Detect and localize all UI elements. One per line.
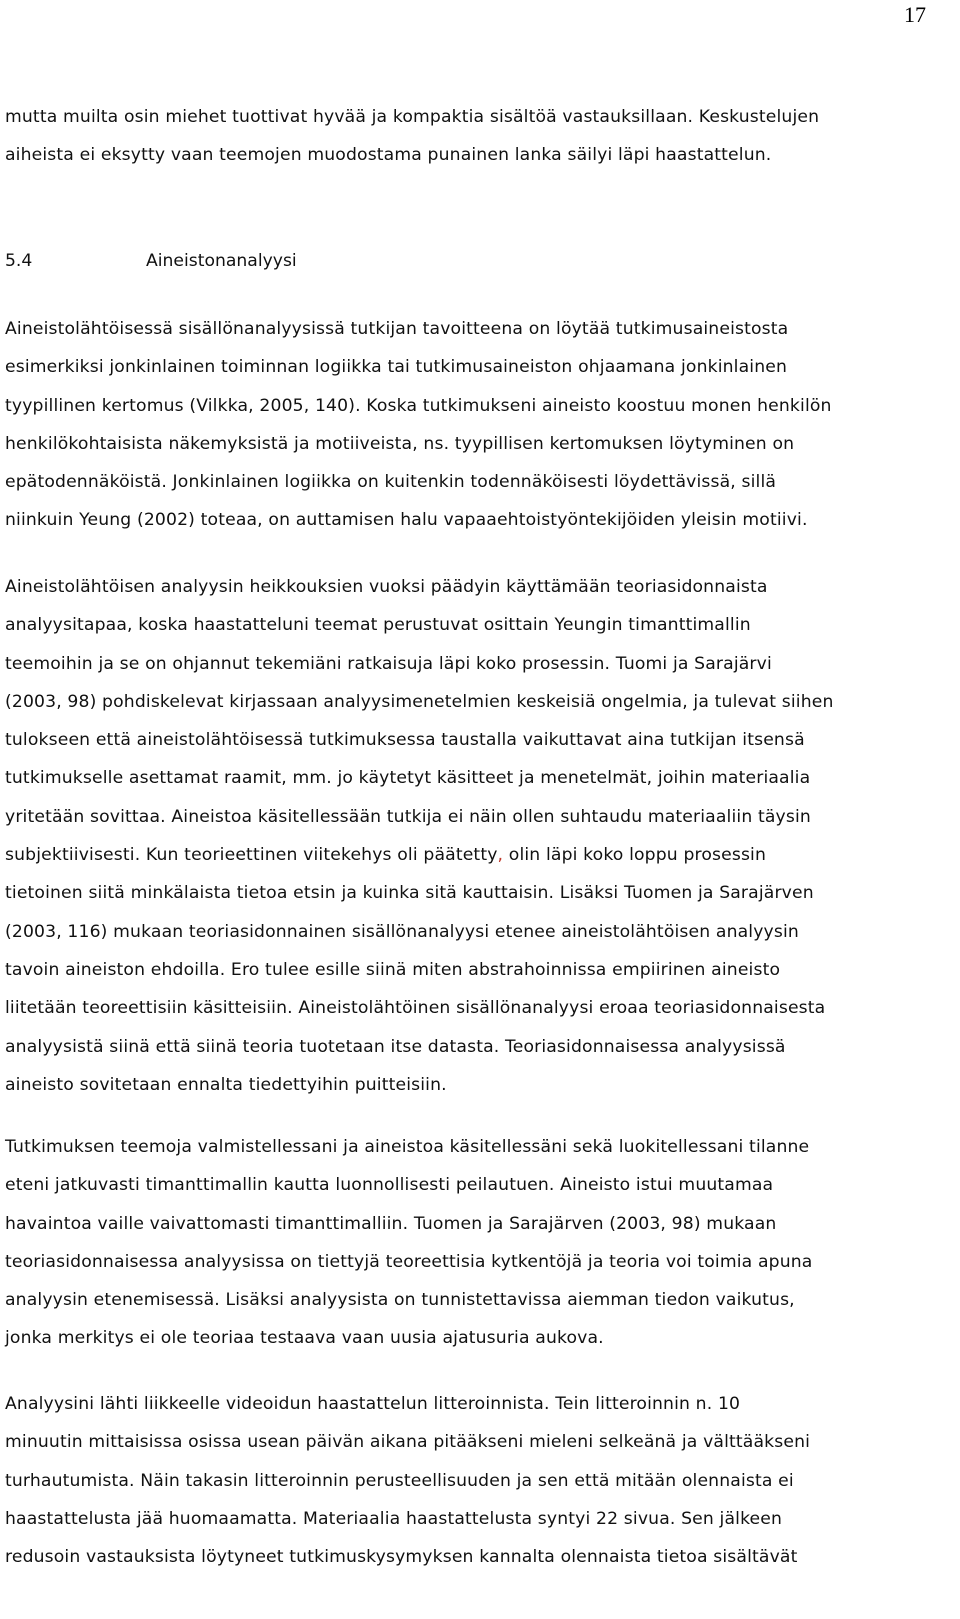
text-line: aineisto sovitetaan ennalta tiedettyihin puitteisiin. bbox=[5, 1074, 447, 1095]
text-line: Aineistolähtöisessä sisällönanalyysissä tutkijan tavoitteena on löytää tutkimusaineistosta bbox=[5, 319, 789, 339]
text-line: tietoinen siitä minkälaista tietoa etsin ja kuinka sitä kauttaisin. Lisäksi Tuomen ja Sarajärven bbox=[5, 883, 814, 904]
text-line: aiheista ei eksytty vaan teemojen muodostama punainen lanka säilyi läpi haastattelun. bbox=[5, 145, 772, 166]
text-line: esimerkiksi jonkinlainen toiminnan logiikka tai tutkimusaineiston ohjaamana jonkinlainen bbox=[5, 357, 788, 378]
text-line: (2003, 98) pohdiskelevat kirjassaan analyysimenetelmien keskeisiä ongelmia, ja tulevat siihen bbox=[5, 691, 834, 712]
text-segment: subjektiivisesti. Kun teorieettinen viitekehys oli päätetty bbox=[5, 845, 498, 866]
text-line: tutkimukselle asettamat raamit, mm. jo käytetyt käsitteet ja menetelmät, joihin materiaalia bbox=[5, 768, 811, 789]
text-line: tavoin aineiston ehdoilla. Ero tulee esille siinä miten abstrahoinnissa empiirinen aineisto bbox=[5, 959, 781, 980]
text-line: liitetään teoreettisiin käsitteisiin. Aineistolähtöinen sisällönanalyysi eroaa teoriasidonnaisesta bbox=[5, 998, 826, 1019]
intro-paragraph bbox=[5, 98, 935, 175]
text-line: yritetään sovittaa. Aineistoa käsitellessään tutkija ei näin ollen suhtaudu materiaaliin täysin bbox=[5, 806, 811, 827]
text-line: jonka merkitys ei ole teoriaa testaava vaan uusia ajatusuria aukova. bbox=[5, 1328, 604, 1349]
text-line: (2003, 116) mukaan teoriasidonnainen sisällönanalyysi etenee aineistolähtöisen analyysin bbox=[5, 921, 799, 942]
text-line: turhautumista. Näin takasin litteroinnin perusteellisuuden ja sen että mitään olennaista ei bbox=[5, 1470, 794, 1491]
text-line: havaintoa vaille vaivattomasti timanttimalliin. Tuomen ja Sarajärven (2003, 98) mukaan bbox=[5, 1213, 777, 1234]
text-line: haastattelusta jää huomaamatta. Materiaalia haastattelusta syntyi 22 sivua. Sen jälkeen bbox=[5, 1508, 783, 1529]
section-number: 5.4 bbox=[5, 251, 33, 271]
text-line: Tutkimuksen teemoja valmistellessani ja aineistoa käsitellessäni sekä luokitellessani tilanne bbox=[5, 1137, 810, 1157]
text-line: redusoin vastauksista löytyneet tutkimuskysymyksen kannalta olennaista tietoa sisältävät bbox=[5, 1547, 798, 1568]
text-line: analyysin etenemisessä. Lisäksi analyysista on tunnistettavissa aiemman tiedon vaikutus, bbox=[5, 1290, 795, 1311]
text-line: niinkuin Yeung (2002) toteaa, on auttamisen halu vapaaehtoistyöntekijöiden yleisin motiivi. bbox=[5, 510, 808, 531]
text-line: analyysistä siinä että siinä teoria tuotetaan itse datasta. Teoriasidonnaisessa analyysissä bbox=[5, 1036, 786, 1057]
text-segment: olin läpi koko loppu prosessin bbox=[503, 845, 767, 866]
paragraph-4 bbox=[5, 1385, 935, 1576]
section-title: Aineistonanalyysi bbox=[146, 251, 297, 271]
text-line: tyypillinen kertomus (Vilkka, 2005, 140). Koska tutkimukseni aineisto koostuu monen henkilön bbox=[5, 395, 832, 416]
page-number: 17 bbox=[904, 2, 926, 27]
text-line bbox=[5, 836, 935, 874]
paragraph-1 bbox=[5, 310, 935, 540]
text-line: henkilökohtaisista näkemyksistä ja motiiveista, ns. tyypillisen kertomuksen löytyminen on bbox=[5, 433, 795, 454]
highlighted-comma: , bbox=[497, 845, 504, 866]
paragraph-2 bbox=[5, 568, 935, 1104]
text-line: teemoihin ja se on ohjannut tekemiäni ratkaisuja läpi koko prosessin. Tuomi ja Sarajärvi bbox=[5, 653, 772, 674]
text-line: Aineistolähtöisen analyysin heikkouksien vuoksi päädyin käyttämään teoriasidonnaista bbox=[5, 577, 768, 597]
text-line: eteni jatkuvasti timanttimallin kautta luonnollisesti peilautuen. Aineisto istui muutamaa bbox=[5, 1175, 774, 1196]
text-line: tulokseen että aineistolähtöisessä tutkimuksessa taustalla vaikuttavat aina tutkijan itsensä bbox=[5, 730, 805, 751]
text-line: mutta muilta osin miehet tuottivat hyvää ja kompaktia sisältöä vastauksillaan. Keskustelujen bbox=[5, 107, 820, 127]
text-line: analyysitapaa, koska haastatteluni teemat perustuvat osittain Yeungin timanttimallin bbox=[5, 615, 751, 636]
text-line: Analyysini lähti liikkeelle videoidun haastattelun litteroinnista. Tein litteroinnin n. 10 bbox=[5, 1394, 741, 1414]
text-line: teoriasidonnaisessa analyysissa on tiettyjä teoreettisia kytkentöjä ja teoria voi toimia apuna bbox=[5, 1251, 813, 1272]
paragraph-3 bbox=[5, 1128, 935, 1358]
text-line: minuutin mittaisissa osissa usean päivän aikana pitääkseni mieleni selkeänä ja välttääkseni bbox=[5, 1432, 811, 1453]
text-line: epätodennäköistä. Jonkinlainen logiikka on kuitenkin todennäköisesti löydettävissä, sillä bbox=[5, 472, 777, 493]
